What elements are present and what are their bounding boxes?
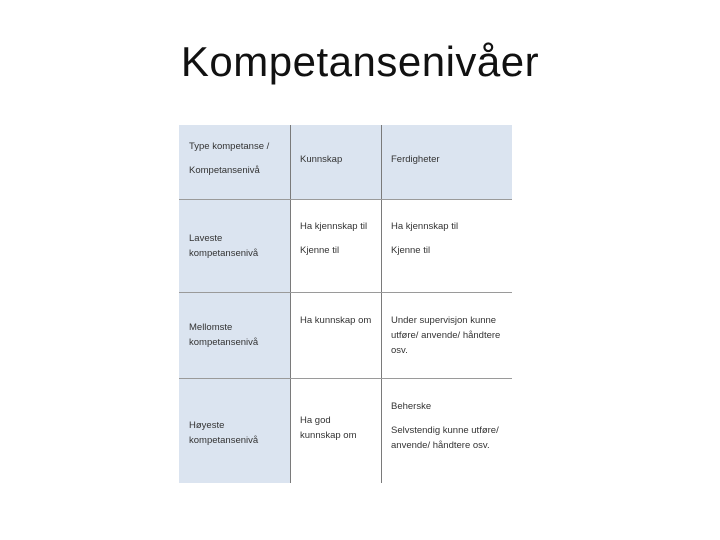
row-level-hoyeste: Høyeste kompetansenivå	[189, 420, 259, 446]
row-ferdigheter-hoyeste	[391, 399, 506, 453]
row-divider	[179, 378, 512, 379]
header-cell-type	[189, 139, 287, 178]
column-divider	[381, 125, 382, 483]
ferdigheter-item: Kjenne til	[391, 245, 431, 256]
row-kunnskap-laveste	[300, 219, 372, 258]
row-kunnskap-mellomste	[300, 313, 372, 328]
header-cell-ferdigheter: Ferdigheter	[391, 154, 440, 165]
kunnskap-item: Ha kunnskap om	[300, 315, 372, 326]
slide-title: Kompetansenivåer	[180, 38, 540, 85]
row-divider	[179, 199, 512, 200]
row-ferdigheter-mellomste	[391, 313, 506, 358]
header-cell-kunnskap: Kunnskap	[300, 154, 343, 165]
row-level-mellomste: Mellomste kompetansenivå	[189, 322, 259, 348]
header-type-line1: Type kompetanse /	[189, 141, 270, 152]
row-kunnskap-hoyeste	[300, 413, 372, 443]
kunnskap-item: Ha kjennskap til	[300, 221, 368, 232]
competence-table	[179, 125, 512, 483]
header-type-line2: Kompetansenivå	[189, 165, 260, 176]
row-ferdigheter-laveste	[391, 219, 506, 258]
ferdigheter-item: Ha kjennskap til	[391, 221, 459, 232]
kunnskap-item: Ha god kunnskap om	[300, 415, 357, 441]
ferdigheter-item: Under supervisjon kunne utføre/ anvende/ håndtere osv.	[391, 315, 501, 356]
kunnskap-item: Kjenne til	[300, 245, 340, 256]
ferdigheter-item: Beherske	[391, 401, 432, 412]
column-divider	[290, 125, 291, 483]
row-level-laveste: Laveste kompetansenivå	[189, 233, 259, 259]
ferdigheter-item: Selvstendig kunne utføre/ anvende/ håndtere osv.	[391, 425, 499, 451]
row-divider	[179, 292, 512, 293]
